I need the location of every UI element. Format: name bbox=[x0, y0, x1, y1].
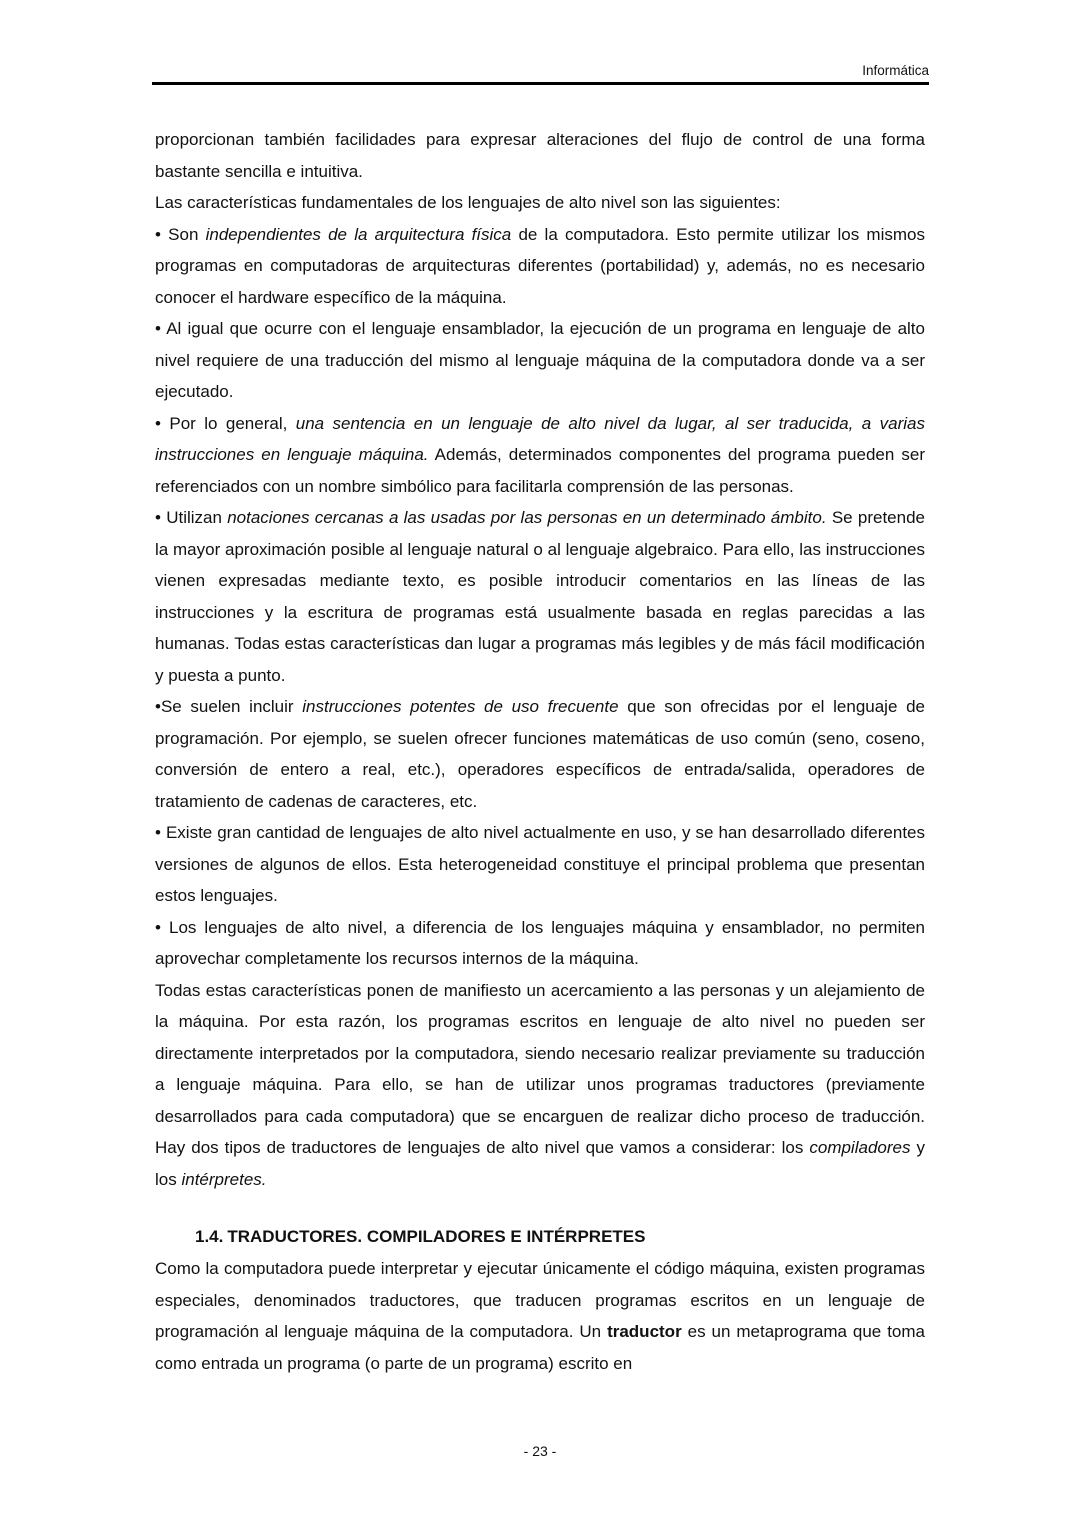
page-footer bbox=[0, 1443, 1080, 1459]
summary-text: Todas estas características ponen de manifiesto un acercamiento a las personas y un alejamiento de la máquina. Por esta razón, los programas escritos en lenguaje de alto nivel no pueden ser directamente interpretados por la computadora, siendo necesario realizar previamente su traducción a lenguaje máquina. Para ello, se han de utilizar unos programas traductores (previamente desarrollados para cada computadora) que se encarguen de realizar dicho proceso de traducción. Hay dos tipos de traductores de lenguajes de alto nivel que vamos a considerar: los bbox=[155, 980, 925, 1157]
paragraph-translators bbox=[155, 1253, 925, 1379]
header-title: Informática bbox=[862, 63, 929, 78]
bullet-item bbox=[155, 313, 925, 408]
bullet-text: Son bbox=[168, 224, 206, 244]
bullet-item bbox=[155, 912, 925, 975]
bullet-text: Existe gran cantidad de lenguajes de alto nivel actualmente en uso, y se han desarrollado diferentes versiones de algunos de ellos. Esta heterogeneidad constituye el principal problema que presentan estos lenguajes. bbox=[155, 823, 925, 905]
summary-text: y los bbox=[155, 1138, 925, 1189]
bullet-icon: • bbox=[155, 319, 161, 338]
bullet-icon: • bbox=[155, 823, 161, 842]
bullet-item bbox=[155, 817, 925, 912]
bullet-item bbox=[155, 691, 925, 817]
bullet-emphasis: independientes de la arquitectura física bbox=[205, 224, 512, 244]
paragraph-characteristics: Las características fundamentales de los lenguajes de alto nivel son las siguientes: bbox=[155, 193, 781, 212]
section-bold-term: traductor bbox=[607, 1322, 682, 1341]
page-header bbox=[152, 62, 929, 85]
bullet-text: Los lenguajes de alto nivel, a diferencia de los lenguajes máquina y ensamblador, no permiten aprovechar completamente los recursos internos de la máquina. bbox=[155, 917, 925, 968]
bullet-item bbox=[155, 219, 925, 314]
summary-emphasis: compiladores bbox=[809, 1138, 911, 1157]
bullet-text: Además, determinados componentes del programa pueden ser referenciados con un nombre simbólico para facilitarla comprensión de las personas. bbox=[155, 445, 925, 496]
bullet-icon: • bbox=[155, 697, 161, 716]
bullet-text: de la computadora. Esto permite utilizar los mismos programas en computadoras de arquitecturas diferentes (portabilidad) y, además, no es necesario conocer el hardware específico de la máquina. bbox=[155, 224, 925, 307]
bullet-text: Se suelen incluir bbox=[160, 697, 303, 716]
bullet-icon: • bbox=[155, 508, 161, 527]
bullet-item bbox=[155, 502, 925, 691]
bullet-icon: • bbox=[155, 224, 161, 244]
section-title: TRADUCTORES. COMPILADORES E INTÉRPRETES bbox=[227, 1227, 646, 1246]
bullet-text: Utilizan bbox=[166, 508, 228, 527]
bullet-emphasis: notaciones cercanas a las usadas por las personas en un determinado ámbito. bbox=[227, 508, 827, 527]
section-number: 1.4. bbox=[195, 1227, 224, 1246]
bullet-emphasis: una sentencia en un lenguaje de alto nivel da lugar, al ser traducida, a varias instrucciones en lenguaje máquina. bbox=[155, 413, 925, 464]
bullet-text: Al igual que ocurre con el lenguaje ensamblador, la ejecución de un programa en lenguaje de alto nivel requiere de una traducción del mismo al lenguaje máquina de la computadora donde va a ser ejecutado. bbox=[155, 319, 925, 401]
bullet-icon: • bbox=[155, 917, 161, 937]
section-text: es un metaprograma que toma como entrada un programa (o parte de un programa) escrito en bbox=[155, 1322, 925, 1373]
page-number: - 23 - bbox=[523, 1443, 557, 1459]
bullet-emphasis: instrucciones potentes de uso frecuente bbox=[302, 697, 619, 716]
paragraph-intro: proporcionan también facilidades para expresar alteraciones del flujo de control de una forma bastante sencilla e intuitiva. bbox=[155, 130, 925, 181]
bullet-text: Se pretende la mayor aproximación posible al lenguaje natural o al lenguaje algebraico. Para ello, las instrucciones vienen expresadas mediante texto, es posible introducir comentarios en las líneas de las instrucciones y la escritura de programas está usualmente basada en reglas parecidas a las humanas. Todas estas características dan lugar a programas más legibles y de más fácil modificación y puesta a punto. bbox=[155, 508, 925, 685]
bullet-icon: • bbox=[155, 413, 161, 433]
section-text: Como la computadora puede interpretar y ejecutar únicamente el código máquina, existen programas especiales, denominados traductores, que traducen programas escritos en un lenguaje de programación al lenguaje máquina de la computadora. Un bbox=[155, 1259, 925, 1341]
page-content bbox=[155, 124, 925, 1379]
section-heading bbox=[195, 1221, 925, 1253]
bullet-item bbox=[155, 408, 925, 503]
summary-emphasis: intérpretes. bbox=[181, 1169, 267, 1189]
paragraph-summary bbox=[155, 975, 925, 1196]
bullet-text: Por lo general, bbox=[169, 413, 296, 433]
bullet-text: que son ofrecidas por el lenguaje de programación. Por ejemplo, se suelen ofrecer funciones matemáticas de uso común (seno, coseno, conversión de entero a real, etc.), operadores específicos de entrada/salida, operadores de tratamiento de cadenas de caracteres, etc. bbox=[155, 697, 925, 811]
